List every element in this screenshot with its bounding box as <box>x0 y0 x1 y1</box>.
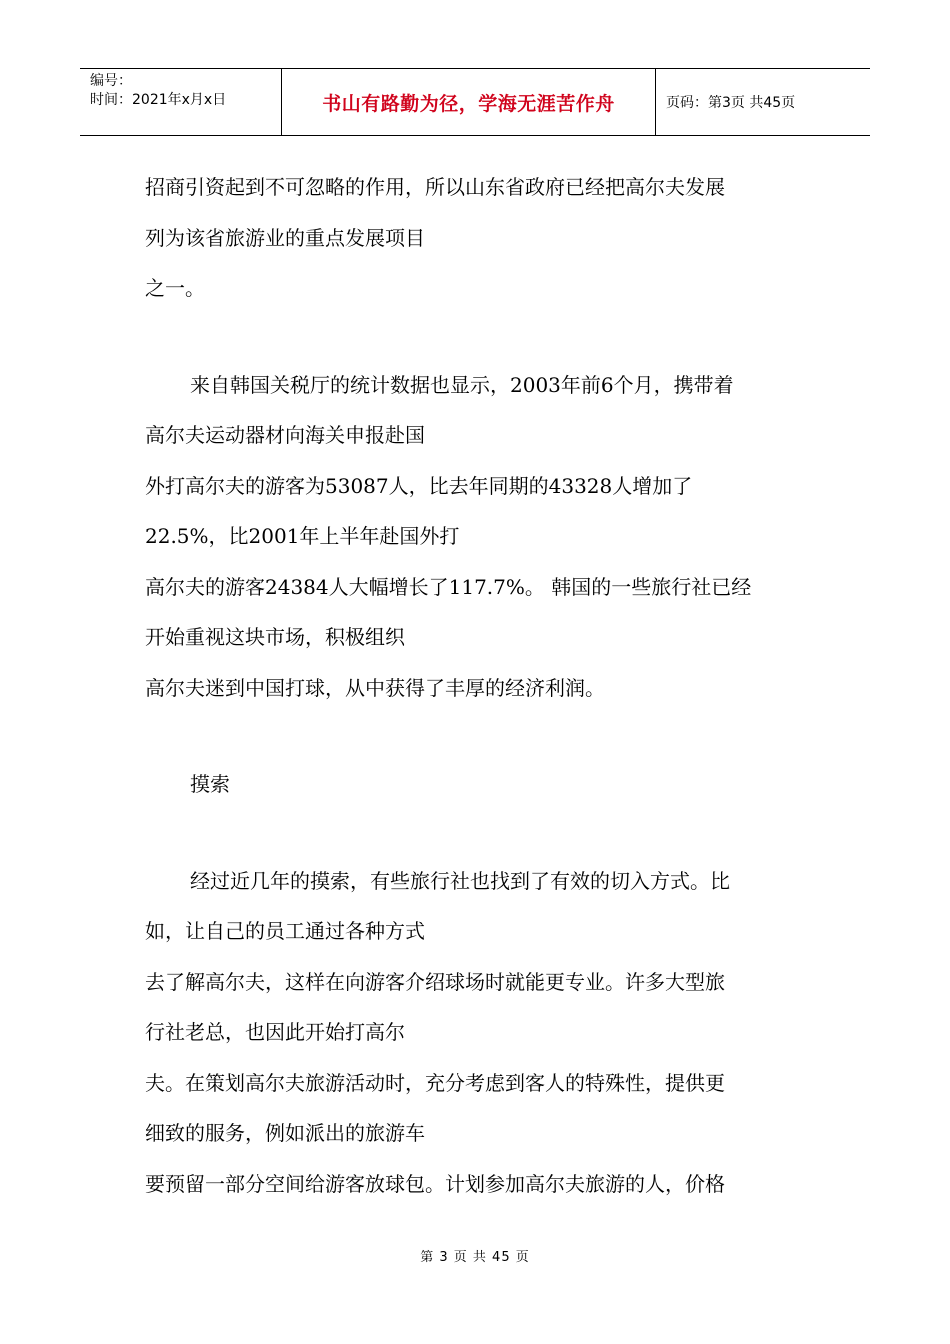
body-line: 夫。在策划高尔夫旅游活动时，充分考虑到客人的特殊性，提供更 <box>145 1070 725 1095</box>
body-line: 行社老总，也因此开始打高尔 <box>145 1020 405 1044</box>
header-page-info: 页码：第3页 共45页 <box>666 95 796 111</box>
body-line: 22.5%，比2001年上半年赴国外打 <box>145 524 460 548</box>
body-line: 开始重视这块市场，积极组织 <box>145 625 405 649</box>
section-heading: 摸索 <box>190 772 230 796</box>
header-table <box>80 68 870 136</box>
body-line: 去了解高尔夫，这样在向游客介绍球场时就能更专业。许多大型旅 <box>145 969 725 994</box>
body-line: 高尔夫的游客24384人大幅增长了117.7%。 韩国的一些旅行社已经 <box>145 574 752 599</box>
paragraph-gap <box>145 810 815 856</box>
header-meta-cell <box>80 69 282 135</box>
document-number-label: 编号： <box>90 73 132 89</box>
paragraph-gap <box>145 314 815 360</box>
body-line: 外打高尔夫的游客为53087人，比去年同期的43328人增加了 <box>145 473 693 498</box>
paragraph-gap <box>145 713 815 759</box>
body-line: 来自韩国关税厅的统计数据也显示，2003年前6个月，携带着 <box>190 372 734 397</box>
body-line: 列为该省旅游业的重点发展项目 <box>145 225 425 250</box>
document-time-label: 时间：2021年x月x日 <box>90 92 227 108</box>
body-line: 经过近几年的摸索，有些旅行社也找到了有效的切入方式。比 <box>190 868 730 893</box>
body-line: 细致的服务，例如派出的旅游车 <box>145 1121 425 1145</box>
body-line: 之一。 <box>145 276 205 300</box>
body-line: 如，让自己的员工通过各种方式 <box>145 919 425 943</box>
document-body <box>145 162 815 1209</box>
body-line: 招商引资起到不可忽略的作用，所以山东省政府已经把高尔夫发展 <box>145 175 725 199</box>
page-footer: 第 3 页 共 45 页 <box>420 1250 530 1265</box>
header-motto: 书山有路勤为径，学海无涯苦作舟 <box>282 69 656 135</box>
body-line: 高尔夫运动器材向海关申报赴国 <box>145 423 425 447</box>
body-line: 高尔夫迷到中国打球，从中获得了丰厚的经济利润。 <box>145 675 605 700</box>
body-line: 要预留一部分空间给游客放球包。计划参加高尔夫旅游的人，价格 <box>145 1171 725 1196</box>
